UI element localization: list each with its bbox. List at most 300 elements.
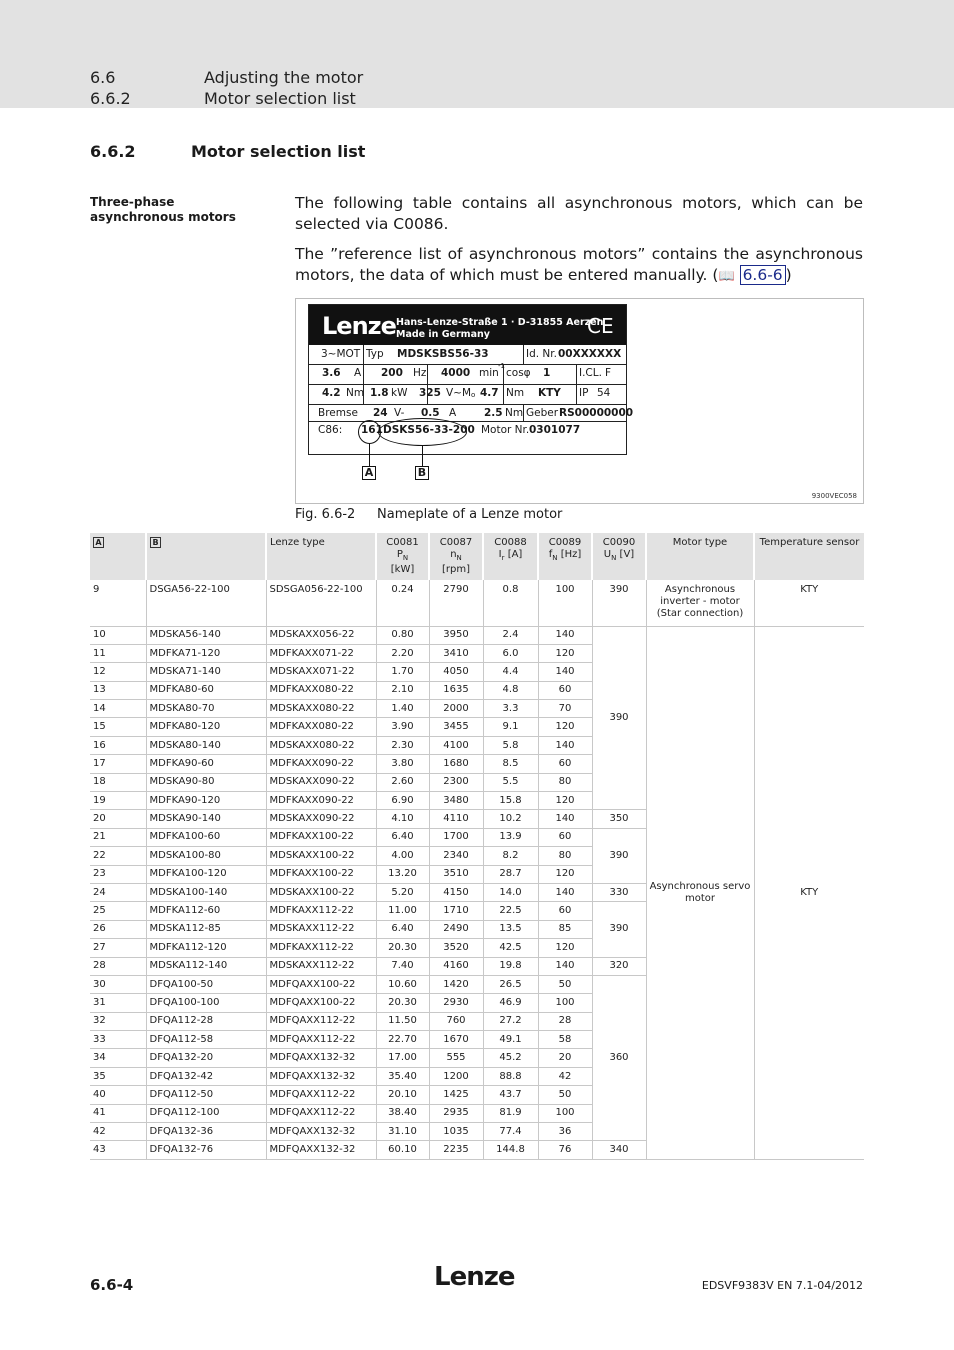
cell-a: 22 (90, 847, 146, 865)
cell-power: 3.90 (376, 718, 429, 736)
cell-speed: 3455 (429, 718, 483, 736)
np-brake-voltage: 24 (373, 407, 388, 419)
cell-frequency: 120 (538, 939, 592, 957)
cell-current: 27.2 (483, 1012, 538, 1030)
cell-frequency: 36 (538, 1123, 592, 1141)
cell-current: 42.5 (483, 939, 538, 957)
np-torque: 4.2 (322, 387, 341, 399)
cell-current: 5.8 (483, 736, 538, 754)
np-speed: 4000 (441, 367, 471, 379)
ce-mark: CE (587, 314, 614, 338)
cell-b: MDFKA100-120 (146, 865, 266, 883)
cell-frequency: 50 (538, 975, 592, 993)
cell-frequency: 70 (538, 700, 592, 718)
cell-lenze-type: MDFKAXX090-22 (266, 792, 376, 810)
cell-frequency: 28 (538, 1012, 592, 1030)
cell-frequency: 140 (538, 810, 592, 828)
cell-speed: 2490 (429, 920, 483, 938)
c0081-code: C0081 (386, 537, 419, 548)
cell-lenze-type: MDSKAXX090-22 (266, 773, 376, 791)
header-subsection-title: Motor selection list (204, 89, 356, 108)
footer-logo: Lenze (434, 1262, 515, 1292)
footer-document-id: EDSVF9383V EN 7.1-04/2012 (701, 1279, 863, 1292)
cell-lenze-type: MDSKAXX080-22 (266, 736, 376, 754)
np-mot: 3~MOT (321, 348, 361, 360)
np-type-value: MDSKSBS56-33 (397, 348, 489, 360)
cell-a: 26 (90, 920, 146, 938)
cell-power: 31.10 (376, 1123, 429, 1141)
col-c0088-header (483, 533, 538, 580)
cell-a: 40 (90, 1086, 146, 1104)
cell-lenze-type: MDSKAXX112-22 (266, 957, 376, 975)
cell-frequency: 100 (538, 580, 592, 626)
np-power: 1.8 (370, 387, 389, 399)
cell-lenze-type: MDSKAXX100-22 (266, 847, 376, 865)
cell-current: 14.0 (483, 883, 538, 901)
cell-current: 5.5 (483, 773, 538, 791)
header-subsection-number: 6.6.2 (90, 89, 131, 108)
np-sensor: KTY (538, 387, 561, 399)
cell-a: 16 (90, 736, 146, 754)
cell-b: MDSKA80-70 (146, 700, 266, 718)
cell-a: 28 (90, 957, 146, 975)
cell-b: MDSKA112-140 (146, 957, 266, 975)
np-standstill-torque-unit: Nm (506, 387, 525, 399)
cell-power: 6.90 (376, 792, 429, 810)
table-header-row (90, 533, 864, 580)
cell-speed: 2930 (429, 994, 483, 1012)
reference-text: The ”reference list of asynchronous motors” contains the asynchronous motors, the data of which must be entered manually. ( (295, 245, 863, 284)
np-encoder: Geber (526, 407, 559, 419)
cell-power: 7.40 (376, 957, 429, 975)
np-standstill-torque: 4.7 (480, 387, 499, 399)
nameplate-header (309, 305, 626, 345)
cell-speed: 1420 (429, 975, 483, 993)
cell-b: DFQA112-100 (146, 1104, 266, 1122)
cell-speed: 4150 (429, 883, 483, 901)
c0089-code: C0089 (548, 537, 582, 548)
cell-current: 8.5 (483, 755, 538, 773)
cell-frequency: 140 (538, 883, 592, 901)
cell-frequency: 42 (538, 1067, 592, 1085)
cell-speed: 3480 (429, 792, 483, 810)
cell-lenze-type: MDFQAXX112-22 (266, 1012, 376, 1030)
cell-b: DFQA100-100 (146, 994, 266, 1012)
nameplate-address (396, 317, 603, 341)
cell-current: 22.5 (483, 902, 538, 920)
np-standstill-torque-label: M (462, 387, 472, 399)
c0081-sub: N (402, 554, 409, 562)
cell-speed: 3510 (429, 865, 483, 883)
c0090-sym: U (603, 549, 612, 560)
cell-lenze-type: MDFQAXX132-32 (266, 1123, 376, 1141)
cell-b: DFQA132-36 (146, 1123, 266, 1141)
table-body (90, 580, 864, 1159)
cell-speed: 3410 (429, 644, 483, 662)
table-row (90, 580, 864, 626)
np-motor-no-value: 0301077 (529, 424, 581, 436)
cell-a: 35 (90, 1067, 146, 1085)
np-frequency: 200 (381, 367, 403, 379)
cell-lenze-type: MDFKAXX112-22 (266, 902, 376, 920)
cell-frequency: 80 (538, 847, 592, 865)
cell-b: DFQA112-50 (146, 1086, 266, 1104)
cell-a: 17 (90, 755, 146, 773)
c0081-sym: P (396, 549, 403, 560)
cell-power: 6.40 (376, 920, 429, 938)
c0090-unit: [V] (619, 549, 635, 560)
np-frequency-unit: Hz (413, 367, 427, 379)
nameplate-rule (523, 404, 524, 421)
cell-frequency: 140 (538, 626, 592, 644)
np-ip: IP (579, 387, 589, 399)
cell-b: MDSKA112-85 (146, 920, 266, 938)
cell-current: 13.9 (483, 828, 538, 846)
col-b-header (146, 533, 266, 580)
reference-close: ) (785, 266, 792, 284)
cell-a: 24 (90, 883, 146, 901)
cell-speed: 1680 (429, 755, 483, 773)
cell-current: 15.8 (483, 792, 538, 810)
cell-speed: 555 (429, 1049, 483, 1067)
figure-frame (295, 298, 864, 504)
cell-voltage: 350 (592, 810, 646, 828)
nameplate-rule (309, 404, 626, 405)
cell-speed: 2935 (429, 1104, 483, 1122)
c0088-symbol (487, 549, 534, 564)
cell-lenze-type: MDFKAXX071-22 (266, 644, 376, 662)
np-current-unit: A (354, 367, 362, 379)
cell-b: DSGA56-22-100 (146, 580, 266, 626)
cell-a: 43 (90, 1141, 146, 1159)
col-c0081-header (376, 533, 429, 580)
cell-speed: 3950 (429, 626, 483, 644)
cell-power: 0.24 (376, 580, 429, 626)
cell-a: 42 (90, 1123, 146, 1141)
cell-power: 38.40 (376, 1104, 429, 1122)
cell-a: 21 (90, 828, 146, 846)
cell-frequency: 140 (538, 736, 592, 754)
cell-current: 144.8 (483, 1141, 538, 1159)
cell-frequency: 20 (538, 1049, 592, 1067)
cell-voltage: 340 (592, 1141, 646, 1159)
cell-lenze-type: MDFKAXX100-22 (266, 828, 376, 846)
cell-frequency: 140 (538, 663, 592, 681)
np-torque-unit: Nm (346, 387, 365, 399)
cell-lenze-type: SDSGA056-22-100 (266, 580, 376, 626)
col-lenze-type-header: Lenze type (266, 533, 376, 580)
c0087-symbol (433, 549, 479, 564)
cell-power: 22.70 (376, 1031, 429, 1049)
cell-power: 11.50 (376, 1012, 429, 1030)
cell-lenze-type: MDSKAXX100-22 (266, 883, 376, 901)
nameplate-address-line1: Hans-Lenze-Straße 1 · D-31855 Aerzen (396, 317, 604, 328)
cell-current: 45.2 (483, 1049, 538, 1067)
cell-frequency: 100 (538, 994, 592, 1012)
cell-speed: 4110 (429, 810, 483, 828)
np-current: 3.6 (322, 367, 341, 379)
cell-speed: 1035 (429, 1123, 483, 1141)
cell-lenze-type: MDFQAXX100-22 (266, 975, 376, 993)
cell-frequency: 50 (538, 1086, 592, 1104)
cell-frequency: 60 (538, 902, 592, 920)
book-icon: 📖 (718, 269, 735, 284)
cell-speed: 1700 (429, 828, 483, 846)
cell-frequency: 80 (538, 773, 592, 791)
marker-b: B (415, 466, 429, 480)
figure-caption (295, 507, 562, 522)
nameplate-rule (309, 421, 626, 422)
c0088-sym: I (498, 549, 502, 560)
cell-a: 13 (90, 681, 146, 699)
cell-b: MDSKA90-80 (146, 773, 266, 791)
cell-power: 0.80 (376, 626, 429, 644)
c0090-code: C0090 (602, 537, 636, 548)
np-brake-torque-unit: Nm (505, 407, 524, 419)
figure-code: 9300VEC058 (811, 492, 857, 500)
np-cosphi: cosφ (506, 367, 531, 379)
cell-current: 19.8 (483, 957, 538, 975)
cell-current: 3.3 (483, 700, 538, 718)
c0081-unit: [kW] (390, 564, 415, 575)
np-encoder-value: RS00000000 (559, 407, 634, 419)
np-cosphi-value: 1 (543, 367, 551, 379)
cell-power: 11.00 (376, 902, 429, 920)
cell-a: 23 (90, 865, 146, 883)
xref-link[interactable]: 6.6-6 (740, 265, 786, 285)
cell-power: 4.00 (376, 847, 429, 865)
cell-speed: 3520 (429, 939, 483, 957)
nameplate-rule (309, 384, 626, 385)
cell-power: 2.60 (376, 773, 429, 791)
cell-power: 60.10 (376, 1141, 429, 1159)
cell-a: 33 (90, 1031, 146, 1049)
c0090-sub: N (611, 554, 617, 562)
motor-table (90, 533, 864, 1160)
cell-current: 4.4 (483, 663, 538, 681)
col-c0087-header (429, 533, 483, 580)
cell-a: 41 (90, 1104, 146, 1122)
cell-frequency: 140 (538, 957, 592, 975)
cell-frequency: 60 (538, 681, 592, 699)
nameplate-rule (363, 345, 364, 364)
np-ip-value: 54 (597, 387, 611, 399)
section-title: Motor selection list (191, 142, 366, 161)
cell-current: 28.7 (483, 865, 538, 883)
cell-lenze-type: MDFKAXX090-22 (266, 755, 376, 773)
cell-frequency: 85 (538, 920, 592, 938)
cell-current: 10.2 (483, 810, 538, 828)
cell-frequency: 120 (538, 644, 592, 662)
cell-power: 4.10 (376, 810, 429, 828)
figure-caption-number: Fig. 6.6-2 (295, 507, 356, 522)
sidebar-label: Three-phase asynchronous motors (90, 195, 236, 224)
c0087-unit: [rpm] (441, 564, 470, 575)
cell-current: 43.7 (483, 1086, 538, 1104)
cell-b: DFQA100-50 (146, 975, 266, 993)
header-section-title: Adjusting the motor (204, 68, 364, 87)
cell-power: 10.60 (376, 975, 429, 993)
cell-lenze-type: MDFQAXX112-22 (266, 1031, 376, 1049)
cell-power: 13.20 (376, 865, 429, 883)
cell-current: 9.1 (483, 718, 538, 736)
leader-line-a (369, 443, 370, 466)
nameplate-rule (576, 364, 577, 404)
np-speed-exp: -1 (498, 362, 505, 370)
cell-current: 0.8 (483, 580, 538, 626)
nameplate-address-line2: Made in Germany (396, 329, 490, 340)
cell-frequency: 120 (538, 718, 592, 736)
c0087-code: C0087 (439, 537, 473, 548)
cell-b: MDSKA56-140 (146, 626, 266, 644)
cell-voltage: 320 (592, 957, 646, 975)
cell-voltage: 390 (592, 626, 646, 810)
cell-b: MDSKA80-140 (146, 736, 266, 754)
cell-speed: 2000 (429, 700, 483, 718)
cell-power: 5.20 (376, 883, 429, 901)
cell-frequency: 76 (538, 1141, 592, 1159)
np-brake-current: 0.5 (421, 407, 440, 419)
nameplate (308, 304, 634, 455)
cell-power: 2.10 (376, 681, 429, 699)
col-motor-type-header: Motor type (646, 533, 754, 580)
np-c86-type: DSKS56-33-200 (383, 424, 475, 436)
cell-frequency: 100 (538, 1104, 592, 1122)
np-voltage-unit: V~ (446, 387, 462, 399)
cell-voltage: 330 (592, 883, 646, 901)
c0089-sym: f (548, 549, 553, 560)
nameplate-rule (309, 364, 626, 365)
cell-power: 1.40 (376, 700, 429, 718)
cell-power: 35.40 (376, 1067, 429, 1085)
cell-current: 4.8 (483, 681, 538, 699)
col-b-label: B (150, 537, 161, 548)
cell-a: 34 (90, 1049, 146, 1067)
cell-motor-type: Asynchronous servo motor (646, 626, 754, 1159)
col-temp-sensor-header: Temperature sensor (754, 533, 864, 580)
cell-b: MDFKA112-60 (146, 902, 266, 920)
figure-caption-text: Nameplate of a Lenze motor (377, 507, 563, 522)
np-brake-current-unit: A (449, 407, 457, 419)
cell-b: MDFKA71-120 (146, 644, 266, 662)
np-speed-unit: min (479, 367, 499, 379)
cell-a: 10 (90, 626, 146, 644)
cell-a: 25 (90, 902, 146, 920)
cell-lenze-type: MDFQAXX112-22 (266, 1086, 376, 1104)
np-brake-voltage-unit: V- (394, 407, 405, 419)
cell-current: 2.4 (483, 626, 538, 644)
col-c0090-header (592, 533, 646, 580)
cell-a: 19 (90, 792, 146, 810)
np-voltage: 325 (419, 387, 441, 399)
np-c86-value: 161 (361, 424, 383, 436)
np-id-value: 00XXXXXX (558, 348, 622, 360)
footer-page-number: 6.6-4 (90, 1276, 134, 1294)
c0087-sym: n (450, 549, 457, 560)
cell-lenze-type: MDFQAXX112-22 (266, 1104, 376, 1122)
cell-speed: 1425 (429, 1086, 483, 1104)
c0081-symbol (380, 549, 425, 564)
cell-power: 6.40 (376, 828, 429, 846)
cell-b: MDSKA71-140 (146, 663, 266, 681)
cell-b: MDSKA100-140 (146, 883, 266, 901)
c0087-sub: N (456, 554, 462, 562)
marker-a: A (362, 466, 376, 480)
cell-lenze-type: MDSKAXX080-22 (266, 700, 376, 718)
c0089-sub: N (552, 554, 558, 562)
cell-lenze-type: MDFQAXX132-32 (266, 1067, 376, 1085)
cell-a: 20 (90, 810, 146, 828)
reference-paragraph (295, 244, 863, 287)
c0089-unit: [Hz] (560, 549, 582, 560)
cell-a: 15 (90, 718, 146, 736)
cell-lenze-type: MDFQAXX100-22 (266, 994, 376, 1012)
cell-current: 81.9 (483, 1104, 538, 1122)
cell-lenze-type: MDSKAXX071-22 (266, 663, 376, 681)
cell-b: MDFKA90-60 (146, 755, 266, 773)
cell-current: 49.1 (483, 1031, 538, 1049)
table-row (90, 626, 864, 644)
cell-power: 3.80 (376, 755, 429, 773)
highlight-oval-b (378, 418, 467, 446)
c0090-symbol (596, 549, 642, 564)
cell-lenze-type: MDFKAXX100-22 (266, 865, 376, 883)
cell-current: 6.0 (483, 644, 538, 662)
cell-motor-type: Asynchronous inverter - motor (Star connection) (646, 580, 754, 626)
cell-a: 11 (90, 644, 146, 662)
cell-current: 46.9 (483, 994, 538, 1012)
cell-lenze-type: MDFKAXX112-22 (266, 939, 376, 957)
cell-frequency: 60 (538, 828, 592, 846)
cell-temp-sensor: KTY (754, 626, 864, 1159)
cell-lenze-type: MDSKAXX056-22 (266, 626, 376, 644)
cell-speed: 760 (429, 1012, 483, 1030)
cell-current: 8.2 (483, 847, 538, 865)
cell-b: MDFKA90-120 (146, 792, 266, 810)
np-typ: Typ (366, 348, 384, 360)
np-c86: C86: (318, 424, 343, 436)
cell-speed: 2300 (429, 773, 483, 791)
cell-voltage: 390 (592, 828, 646, 883)
cell-power: 20.10 (376, 1086, 429, 1104)
c0088-unit: [A] (507, 549, 523, 560)
c0088-sub: r (501, 554, 505, 562)
cell-b: MDFKA80-60 (146, 681, 266, 699)
cell-current: 88.8 (483, 1067, 538, 1085)
cell-frequency: 60 (538, 755, 592, 773)
np-insulation-class: I.CL. (579, 367, 602, 379)
cell-speed: 4050 (429, 663, 483, 681)
cell-lenze-type: MDFKAXX080-22 (266, 718, 376, 736)
cell-a: 9 (90, 580, 146, 626)
cell-b: DFQA132-42 (146, 1067, 266, 1085)
cell-b: MDFKA80-120 (146, 718, 266, 736)
nameplate-rule (523, 345, 524, 364)
cell-b: DFQA132-76 (146, 1141, 266, 1159)
cell-b: DFQA112-28 (146, 1012, 266, 1030)
cell-lenze-type: MDFQAXX132-32 (266, 1141, 376, 1159)
cell-frequency: 120 (538, 792, 592, 810)
cell-speed: 4160 (429, 957, 483, 975)
cell-temp-sensor: KTY (754, 580, 864, 626)
col-c0089-header (538, 533, 592, 580)
section-number: 6.6.2 (90, 142, 136, 161)
cell-frequency: 58 (538, 1031, 592, 1049)
cell-a: 18 (90, 773, 146, 791)
leader-line-b (422, 445, 423, 466)
cell-speed: 2340 (429, 847, 483, 865)
cell-speed: 2235 (429, 1141, 483, 1159)
